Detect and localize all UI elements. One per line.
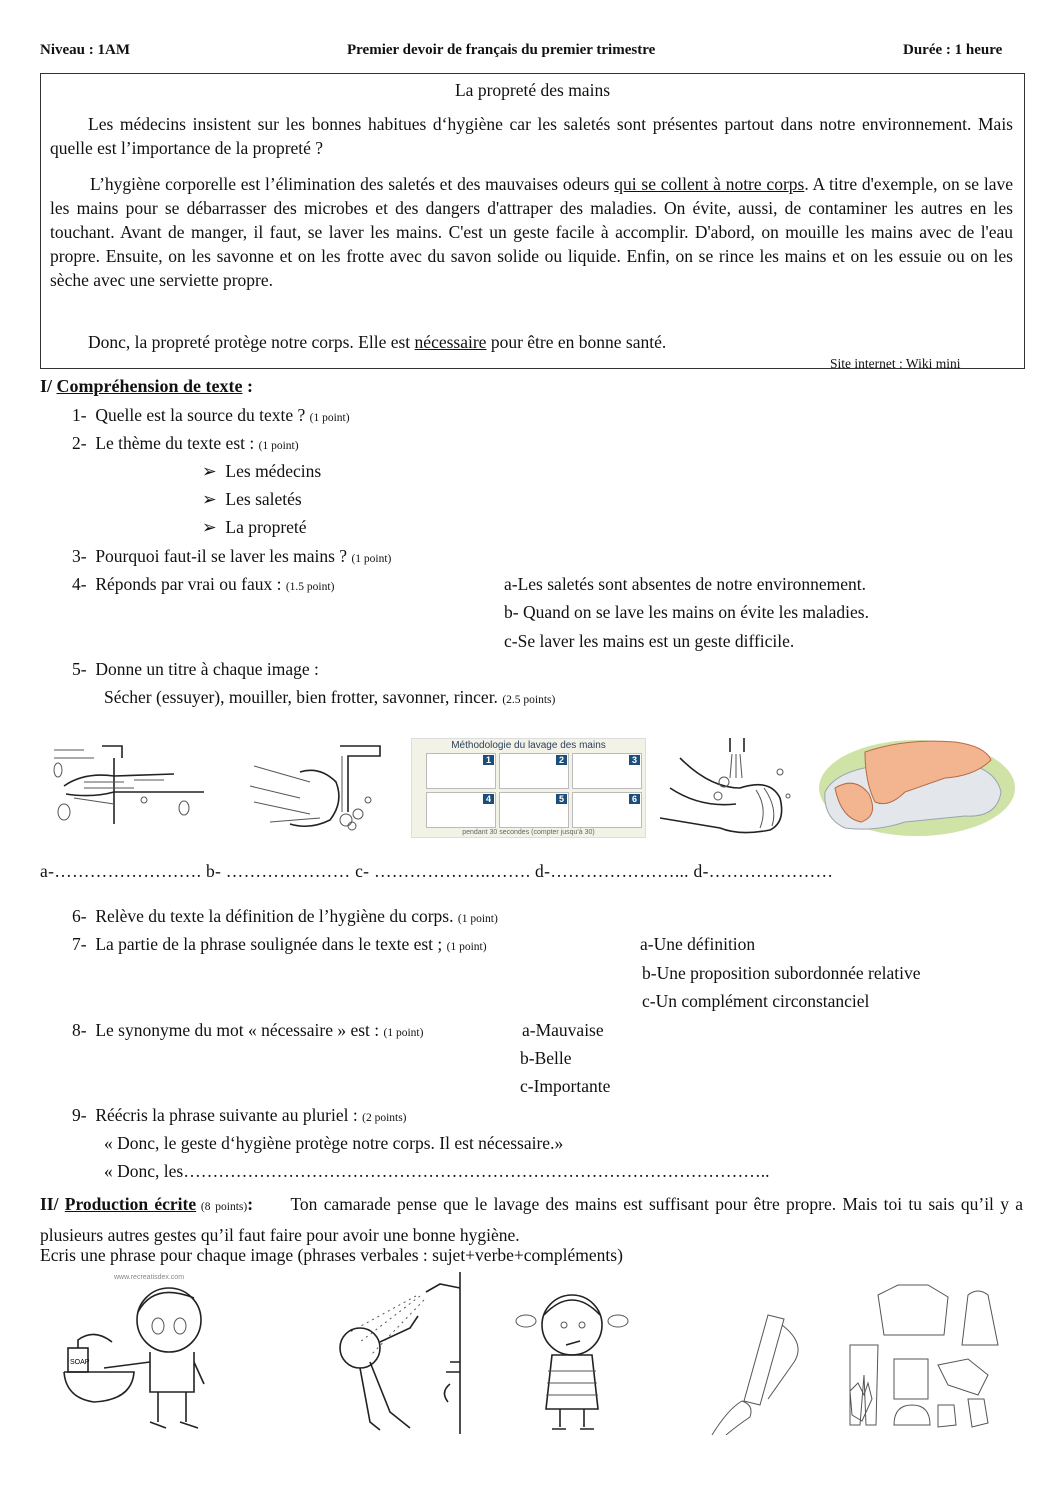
choice-option: c-Importante	[520, 1076, 611, 1096]
option-text: Les saletés	[225, 489, 302, 509]
poster-title: Méthodologie du lavage des mains	[451, 740, 606, 751]
section-2-heading	[40, 1194, 196, 1214]
question-3	[72, 546, 391, 567]
question-text: Quelle est la source du texte ?	[95, 405, 310, 425]
question-number: 1-	[72, 405, 87, 425]
soap-label: SOAP	[70, 1359, 90, 1366]
section-number: II/	[40, 1194, 65, 1214]
word-list: Sécher (essuyer), mouiller, bien frotter, savonner, rincer.	[104, 687, 503, 707]
question-7	[72, 934, 487, 955]
question-2	[72, 433, 299, 454]
exam-title: Premier devoir de français du premier trimestre	[347, 42, 656, 58]
text-title: La propreté des mains	[454, 80, 610, 100]
choice-option: a-Mauvaise	[522, 1020, 604, 1040]
choice-option: a-Une définition	[640, 934, 756, 954]
option-text: Les médecins	[225, 461, 322, 481]
text-paragraph-3	[88, 330, 988, 354]
text-segment: . A titre d'exemple, on se lave les mains pour se débarrasser des microbes et des dangers d'attraper des maladies. On évite, aussi, de contaminer les autres en les touchant. Avant de manger, il faut, se laver les mains. C'est un geste facile à accomplir. D'abord, on mouille les mains avec de l'eau propre. Ensuite, on les savonne et on les frotte avec du savon solide ou liquide. Enfin, on se rince les mains et on les essuie ou on les sèche avec une serviette propre.	[50, 174, 1013, 290]
question-points: (1.5 point)	[285, 581, 335, 593]
option-bullet	[202, 517, 307, 538]
question-text: Réécris la phrase suivante au pluriel :	[95, 1105, 363, 1125]
image-girl-brushing-teeth	[496, 1285, 646, 1435]
step-number: 1	[483, 755, 494, 765]
step-number: 2	[556, 755, 567, 765]
question-number: 2-	[72, 433, 87, 453]
question-number: 7-	[72, 934, 87, 954]
question-points: (1 point)	[351, 553, 392, 565]
choice-option: b-Belle	[520, 1048, 572, 1068]
true-false-statement: b- Quand on se lave les mains on évite les maladies.	[504, 602, 869, 622]
question-number: 5-	[72, 659, 87, 679]
question-8	[72, 1020, 423, 1041]
arrow-bullet-icon: ➢	[202, 461, 217, 481]
question-number: 4-	[72, 574, 87, 594]
text-paragraph-2	[50, 172, 1013, 292]
question-points: (2 points)	[362, 1112, 407, 1124]
sentence-to-rewrite: « Donc, le geste d‘hygiène protège notre corps. Il est nécessaire.»	[104, 1133, 564, 1153]
poster-step	[572, 753, 642, 789]
image-clean-clothes	[838, 1275, 1018, 1437]
arrow-bullet-icon: ➢	[202, 517, 217, 537]
image-answer-blanks[interactable]: a-……………………. b- ………………… c- ………………..……. d-…………………... d-…………………	[40, 861, 834, 881]
question-number: 8-	[72, 1020, 87, 1040]
question-number: 9-	[72, 1105, 87, 1125]
choice-option: b-Une proposition subordonnée relative	[642, 963, 921, 983]
image-soaping-hands	[240, 742, 390, 832]
option-text: La propreté	[225, 517, 307, 537]
image-handwashing-poster	[411, 738, 646, 838]
image-boy-washing-hands	[54, 1272, 234, 1434]
section-2-intro	[40, 1190, 1023, 1249]
underlined-word: nécessaire	[414, 332, 487, 352]
poster-step	[426, 792, 496, 828]
text-segment: pour être en bonne santé.	[486, 332, 667, 352]
section-colon: :	[247, 1194, 254, 1214]
text-segment: Donc, la propreté protège notre corps. Elle est	[88, 332, 415, 352]
choice-option: c-Un complément circonstanciel	[642, 991, 870, 1011]
image-wetting-hands	[660, 738, 800, 838]
level-label: Niveau : 1AM	[40, 42, 130, 58]
section-title: Compréhension de texte	[56, 376, 243, 396]
question-text: La partie de la phrase soulignée dans le texte est ;	[95, 934, 447, 954]
section-number: I/	[40, 376, 57, 396]
option-bullet	[202, 489, 302, 510]
step-number: 5	[556, 794, 567, 804]
poster-step	[499, 753, 569, 789]
question-points: (1 point)	[457, 913, 498, 925]
text-paragraph-1: Les médecins insistent sur les bonnes habitues d‘hygiène car les saletés sont présentes partout dans notre environnement. Mais quelle est l’importance de la propreté ?	[50, 114, 1013, 158]
rewrite-answer-blank[interactable]: « Donc, les………………………………………………………………………………………..	[104, 1161, 770, 1181]
question-9	[72, 1105, 407, 1126]
poster-step	[499, 792, 569, 828]
question-text: Le thème du texte est :	[95, 433, 259, 453]
question-text: Relève du texte la définition de l’hygiène du corps.	[95, 906, 458, 926]
section-title: Production écrite	[64, 1194, 197, 1214]
section-points: (8 points)	[196, 1201, 248, 1213]
image-child-showering	[300, 1272, 472, 1434]
image-rinsing-hands	[44, 738, 214, 824]
image-nail-clipper	[708, 1305, 823, 1435]
true-false-statement: a-Les saletés sont absentes de notre environnement.	[504, 574, 867, 594]
text-source: Site internet : Wiki mini	[830, 356, 961, 371]
duration-label: Durée : 1 heure	[903, 42, 1003, 58]
image-drying-hands	[805, 732, 1015, 836]
true-false-statement: c-Se laver les mains est un geste difficile.	[504, 631, 795, 651]
question-number: 6-	[72, 906, 87, 926]
arrow-bullet-icon: ➢	[202, 489, 217, 509]
question-points: (1 point)	[446, 941, 487, 953]
question-points: (2.5 points)	[502, 694, 556, 706]
question-number: 3-	[72, 546, 87, 566]
poster-step	[572, 792, 642, 828]
question-1	[72, 405, 350, 426]
step-number: 6	[629, 794, 640, 804]
text-segment: L’hygiène corporelle est l’élimination des saletés et des mauvaises odeurs	[90, 174, 615, 194]
underlined-relative-clause: qui se collent à notre corps	[614, 174, 805, 194]
poster-footer: pendant 30 secondes (compter jusqu'à 30)	[462, 829, 595, 836]
question-5	[72, 659, 319, 680]
question-points: (1 point)	[258, 440, 299, 452]
image-watermark: www.recreatisdex.com	[114, 1274, 185, 1281]
poster-step	[426, 753, 496, 789]
question-text: Donne un titre à chaque image :	[95, 659, 319, 679]
question-6	[72, 906, 498, 927]
question-text: Le synonyme du mot « nécessaire » est :	[95, 1020, 384, 1040]
section-1-heading	[40, 376, 253, 397]
question-text: Réponds par vrai ou faux :	[95, 574, 286, 594]
question-points: (1 point)	[309, 412, 350, 424]
question-points: (1 point)	[383, 1027, 424, 1039]
writing-prompt: Ton camarade pense que le lavage des mains est suffisant pour être propre. Mais toi tu sais qu’il y a plusieurs autres gestes qu’il faut faire pour avoir une bonne hygiène.	[40, 1194, 1023, 1245]
step-number: 4	[483, 794, 494, 804]
section-colon: :	[242, 376, 253, 396]
step-number: 3	[629, 755, 640, 765]
writing-instruction: Ecris une phrase pour chaque image (phrases verbales : sujet+verbe+compléments)	[40, 1245, 623, 1265]
question-5-word-list	[104, 687, 555, 708]
question-text: Pourquoi faut-il se laver les mains ?	[95, 546, 352, 566]
question-4	[72, 574, 334, 595]
option-bullet	[202, 461, 321, 482]
